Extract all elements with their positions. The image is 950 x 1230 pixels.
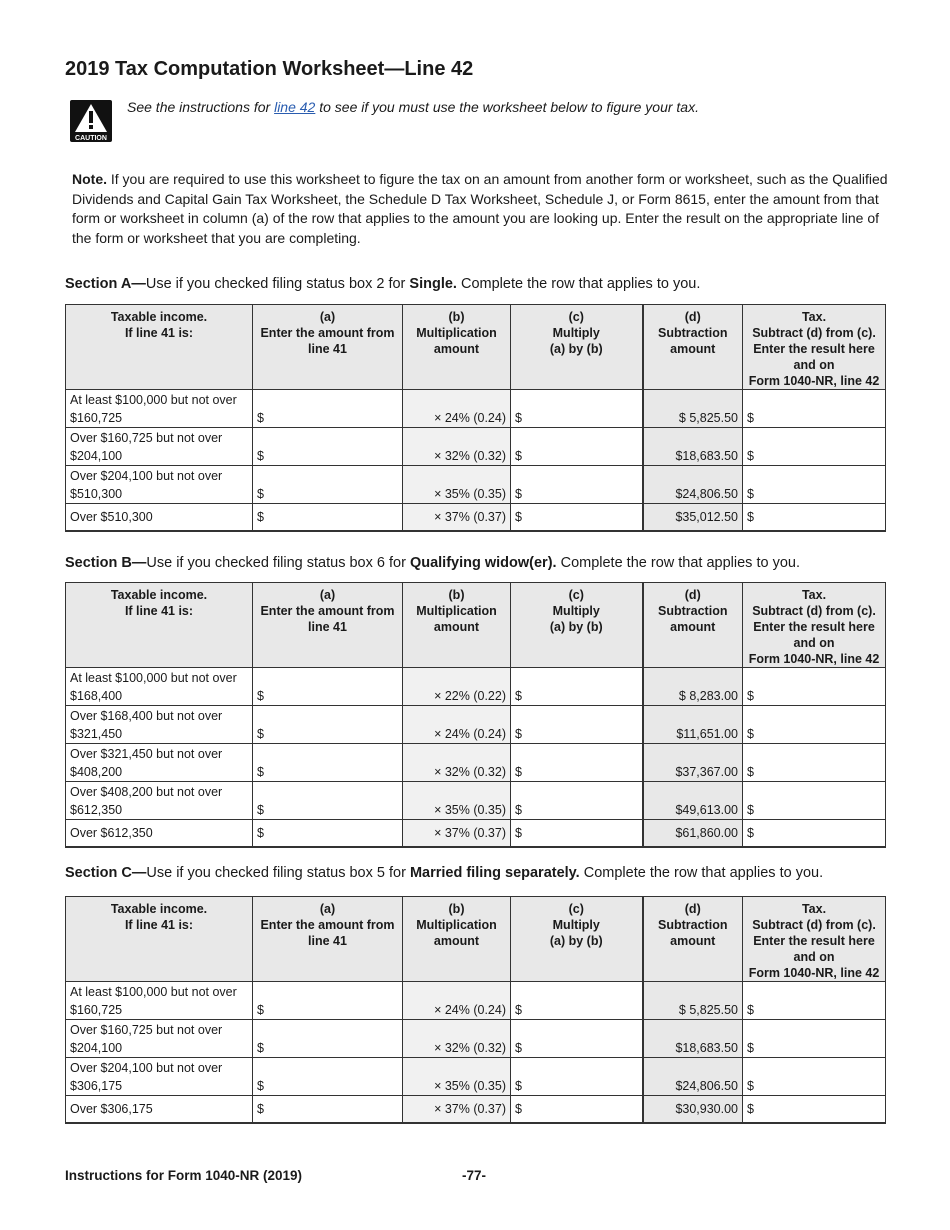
column-header-line: Multiplication [416, 326, 497, 340]
section-heading [65, 865, 823, 881]
column-header-line: amount [670, 620, 716, 634]
subtraction-amount: $24,806.50 [643, 466, 743, 504]
section-label: Section B— [65, 555, 147, 571]
column-header-line: Multiply [552, 918, 600, 932]
table-header-row [66, 583, 886, 668]
table-header-row [66, 305, 886, 390]
caution-text-after: to see if you must use the worksheet below to figure your tax. [315, 99, 699, 115]
income-range-line: Over $204,100 but not over [70, 1061, 223, 1075]
product-c-field[interactable]: $ [511, 706, 643, 744]
tax-result-field[interactable]: $ [743, 782, 886, 820]
tax-result-field[interactable]: $ [743, 1020, 886, 1058]
tax-result-field[interactable]: $ [743, 668, 886, 706]
section-heading [65, 555, 800, 571]
multiplication-rate: × 35% (0.35) [403, 1058, 511, 1096]
column-header-line: Enter the result here [753, 620, 875, 634]
table-row [66, 428, 886, 466]
column-header-line: (c) [568, 588, 584, 602]
amount-a-field[interactable]: $ [253, 744, 403, 782]
multiplication-rate: × 32% (0.32) [403, 428, 511, 466]
section-label: Section A— [65, 276, 146, 292]
column-header-line: Subtract (d) from (c). [752, 918, 876, 932]
subtraction-amount: $ 5,825.50 [643, 390, 743, 428]
product-c-field[interactable]: $ [511, 1020, 643, 1058]
table-row [66, 820, 886, 848]
subtraction-amount: $18,683.50 [643, 1020, 743, 1058]
income-range-line: Over $612,350 [70, 826, 153, 840]
column-header-line: Subtract (d) from (c). [752, 604, 876, 618]
section-instruction-end: Complete the row that applies to you. [456, 276, 701, 292]
column-header-line: (a) by (b) [549, 620, 603, 634]
subtraction-amount: $49,613.00 [643, 782, 743, 820]
column-header-line: Subtraction [658, 604, 728, 618]
column-header [743, 305, 886, 390]
note-text: If you are required to use this worksheet to figure the tax on an amount from another form or worksheet, such as the Qualified Dividends and Capital Gain Tax Worksheet, the Schedule D Tax Worksheet, Schedule J, or Form 8615, enter the amount from that form or worksheet in column (a) of the row that applies to the amount you are looking up. Enter the result on the appropriate line of the form or worksheet that you are completing. [72, 171, 888, 246]
income-range-line: At least $100,000 but not over [70, 671, 237, 685]
subtraction-amount: $37,367.00 [643, 744, 743, 782]
table-header-row [66, 897, 886, 982]
product-c-field[interactable]: $ [511, 668, 643, 706]
column-header-line: If line 41 is: [124, 326, 194, 340]
income-range [66, 428, 253, 466]
column-header-line: Taxable income. [110, 588, 208, 602]
column-header-line: Enter the result here [753, 342, 875, 356]
caution-text-before: See the instructions for [127, 99, 275, 115]
column-header [511, 305, 643, 390]
income-range [66, 1096, 253, 1124]
tax-result-field[interactable]: $ [743, 1058, 886, 1096]
income-range-line: At least $100,000 but not over [70, 985, 237, 999]
column-header [403, 305, 511, 390]
subtraction-amount: $11,651.00 [643, 706, 743, 744]
column-header-line: Taxable income. [110, 310, 208, 324]
subtraction-amount: $35,012.50 [643, 504, 743, 532]
column-header [743, 583, 886, 668]
product-c-field[interactable]: $ [511, 782, 643, 820]
column-header-line: amount [433, 620, 480, 634]
column-header-line: (a) by (b) [549, 342, 603, 356]
tax-result-field[interactable]: $ [743, 390, 886, 428]
table-row [66, 390, 886, 428]
tax-result-field[interactable]: $ [743, 428, 886, 466]
column-header-line: Tax. [801, 902, 827, 916]
column-header-line: amount [433, 342, 480, 356]
income-range-line: Over $168,400 but not over [70, 709, 223, 723]
tax-result-field[interactable]: $ [743, 982, 886, 1020]
column-header-line: line 41 [308, 620, 347, 634]
table-row [66, 1058, 886, 1096]
product-c-field[interactable]: $ [511, 390, 643, 428]
table-row [66, 504, 886, 532]
column-header-line: (d) [684, 310, 701, 324]
column-header-line: (d) [684, 588, 701, 602]
table-row [66, 744, 886, 782]
product-c-field[interactable]: $ [511, 1058, 643, 1096]
multiplication-rate: × 35% (0.35) [403, 466, 511, 504]
column-header-line: Form 1040-NR, line 42 [748, 652, 880, 666]
column-header-line: Taxable income. [110, 902, 208, 916]
multiplication-rate: × 32% (0.32) [403, 1020, 511, 1058]
income-range-line: Over $510,300 [70, 510, 153, 524]
column-header-line: amount [433, 934, 480, 948]
multiplication-rate: × 37% (0.37) [403, 504, 511, 532]
filing-status: Married filing separately. [409, 865, 580, 881]
income-range-line: Over $160,725 but not over [70, 1023, 223, 1037]
tax-result-field[interactable]: $ [743, 466, 886, 504]
income-range-line: $510,300 [70, 487, 123, 501]
multiplication-rate: × 24% (0.24) [403, 390, 511, 428]
amount-a-field[interactable]: $ [253, 1058, 403, 1096]
section-instruction: Use if you checked filing status box 2 for [145, 276, 410, 292]
column-header [253, 305, 403, 390]
table-row [66, 782, 886, 820]
column-header [253, 897, 403, 982]
tax-result-field[interactable]: $ [743, 504, 886, 532]
column-header-line: (b) [448, 310, 465, 324]
caution-text [127, 99, 699, 115]
income-range-line: $204,100 [70, 1041, 123, 1055]
tax-result-field[interactable]: $ [743, 1096, 886, 1124]
worksheet-title: 2019 Tax Computation Worksheet—Line 42 [65, 58, 474, 80]
income-range-line: Over $408,200 but not over [70, 785, 223, 799]
column-header-line: If line 41 is: [124, 918, 194, 932]
table-row [66, 982, 886, 1020]
subtraction-amount: $24,806.50 [643, 1058, 743, 1096]
column-header-line: (c) [568, 902, 584, 916]
column-header-line: Tax. [801, 310, 827, 324]
income-range-line: $160,725 [70, 411, 123, 425]
product-c-field[interactable]: $ [511, 744, 643, 782]
income-range [66, 782, 253, 820]
amount-a-field[interactable]: $ [253, 1020, 403, 1058]
column-header [643, 583, 743, 668]
multiplication-rate: × 37% (0.37) [403, 1096, 511, 1124]
column-header-line: Enter the amount from [260, 604, 395, 618]
amount-a-field[interactable]: $ [253, 820, 403, 848]
column-header-line: Enter the result here [753, 934, 875, 948]
table-row [66, 1096, 886, 1124]
amount-a-field[interactable]: $ [253, 1096, 403, 1124]
column-header [66, 305, 253, 390]
income-range [66, 820, 253, 848]
amount-a-field[interactable]: $ [253, 428, 403, 466]
income-range-line: $306,175 [70, 1079, 123, 1093]
amount-a-field[interactable]: $ [253, 706, 403, 744]
column-header-line: Enter the amount from [260, 918, 395, 932]
income-range-line: Over $160,725 but not over [70, 431, 223, 445]
subtraction-amount: $ 8,283.00 [643, 668, 743, 706]
income-range [66, 1020, 253, 1058]
column-header-line: (d) [684, 902, 701, 916]
section-heading [65, 276, 700, 292]
income-range [66, 668, 253, 706]
column-header-line: Multiply [552, 326, 600, 340]
product-c-field[interactable]: $ [511, 982, 643, 1020]
tax-worksheet-table [65, 304, 886, 532]
line-42-link[interactable]: line 42 [274, 99, 316, 115]
section-label: Section C— [65, 865, 147, 881]
column-header-line: (a) [319, 310, 336, 324]
product-c-field[interactable]: $ [511, 1096, 643, 1124]
subtraction-amount: $18,683.50 [643, 428, 743, 466]
amount-a-field[interactable]: $ [253, 982, 403, 1020]
tax-result-field[interactable]: $ [743, 820, 886, 848]
amount-a-field[interactable]: $ [253, 504, 403, 532]
table-row [66, 1020, 886, 1058]
multiplication-rate: × 32% (0.32) [403, 744, 511, 782]
column-header [66, 897, 253, 982]
column-header-line: Multiplication [416, 604, 497, 618]
filing-status: Qualifying widow(er). [409, 555, 557, 571]
column-header-line: amount [670, 342, 716, 356]
income-range-line: $612,350 [70, 803, 123, 817]
income-range [66, 706, 253, 744]
column-header-line: amount [670, 934, 716, 948]
tax-worksheet-table [65, 896, 886, 1124]
column-header-line: (c) [568, 310, 584, 324]
column-header-line: line 41 [308, 934, 347, 948]
section-instruction: Use if you checked filing status box 5 for [146, 865, 410, 881]
income-range-line: At least $100,000 but not over [70, 393, 237, 407]
income-range-line: Over $306,175 [70, 1102, 153, 1116]
tax-result-field[interactable]: $ [743, 706, 886, 744]
section-instruction-end: Complete the row that applies to you. [556, 555, 800, 571]
column-header-line: Multiplication [416, 918, 497, 932]
table-row [66, 466, 886, 504]
column-header-line: (a) by (b) [549, 934, 603, 948]
column-header-line: Subtract (d) from (c). [752, 326, 876, 340]
subtraction-amount: $61,860.00 [643, 820, 743, 848]
column-header-line: Enter the amount from [260, 326, 395, 340]
income-range [66, 982, 253, 1020]
tax-worksheet-table [65, 582, 886, 848]
column-header [643, 305, 743, 390]
tax-result-field[interactable]: $ [743, 744, 886, 782]
amount-a-field[interactable]: $ [253, 782, 403, 820]
column-header-line: (a) [319, 588, 336, 602]
table-row [66, 706, 886, 744]
filing-status: Single. [409, 276, 457, 292]
section-instruction: Use if you checked filing status box 6 for [146, 555, 410, 571]
column-header-line: Tax. [801, 588, 827, 602]
income-range-line: $168,400 [70, 689, 123, 703]
multiplication-rate: × 24% (0.24) [403, 982, 511, 1020]
column-header-line: and on [793, 636, 835, 650]
column-header-line: Subtraction [658, 918, 728, 932]
column-header [403, 583, 511, 668]
income-range-line: Over $321,450 but not over [70, 747, 223, 761]
column-header-line: (b) [448, 902, 465, 916]
column-header-line: and on [793, 950, 835, 964]
income-range-line: $160,725 [70, 1003, 123, 1017]
column-header-line: Form 1040-NR, line 42 [748, 374, 880, 388]
section-instruction-end: Complete the row that applies to you. [579, 865, 824, 881]
footer-form-title: Instructions for Form 1040-NR (2019) [65, 1168, 303, 1183]
income-range [66, 504, 253, 532]
caution-icon [70, 100, 112, 142]
income-range-line: Over $204,100 but not over [70, 469, 223, 483]
income-range [66, 390, 253, 428]
income-range [66, 466, 253, 504]
multiplication-rate: × 37% (0.37) [403, 820, 511, 848]
note-paragraph [72, 170, 892, 248]
column-header-line: and on [793, 358, 835, 372]
income-range [66, 1058, 253, 1096]
column-header [743, 897, 886, 982]
column-header [643, 897, 743, 982]
svg-text:CAUTION: CAUTION [75, 135, 107, 142]
income-range-line: $321,450 [70, 727, 123, 741]
table-row [66, 668, 886, 706]
column-header-line: (b) [448, 588, 465, 602]
column-header [403, 897, 511, 982]
subtraction-amount: $30,930.00 [643, 1096, 743, 1124]
product-c-field[interactable]: $ [511, 428, 643, 466]
product-c-field[interactable]: $ [511, 820, 643, 848]
product-c-field[interactable]: $ [511, 466, 643, 504]
column-header-line: Multiply [552, 604, 600, 618]
column-header-line: Form 1040-NR, line 42 [748, 966, 880, 980]
column-header [511, 583, 643, 668]
column-header-line: Subtraction [658, 326, 728, 340]
income-range-line: $204,100 [70, 449, 123, 463]
subtraction-amount: $ 5,825.50 [643, 982, 743, 1020]
product-c-field[interactable]: $ [511, 504, 643, 532]
column-header [253, 583, 403, 668]
multiplication-rate: × 24% (0.24) [403, 706, 511, 744]
column-header-line: If line 41 is: [124, 604, 194, 618]
income-range-line: $408,200 [70, 765, 123, 779]
column-header-line: (a) [319, 902, 336, 916]
page-number: -77- [462, 1168, 487, 1183]
amount-a-field[interactable]: $ [253, 466, 403, 504]
note-label: Note. [72, 171, 107, 187]
column-header [511, 897, 643, 982]
amount-a-field[interactable]: $ [253, 668, 403, 706]
multiplication-rate: × 22% (0.22) [403, 668, 511, 706]
income-range [66, 744, 253, 782]
multiplication-rate: × 35% (0.35) [403, 782, 511, 820]
column-header [66, 583, 253, 668]
column-header-line: line 41 [308, 342, 347, 356]
amount-a-field[interactable]: $ [253, 390, 403, 428]
